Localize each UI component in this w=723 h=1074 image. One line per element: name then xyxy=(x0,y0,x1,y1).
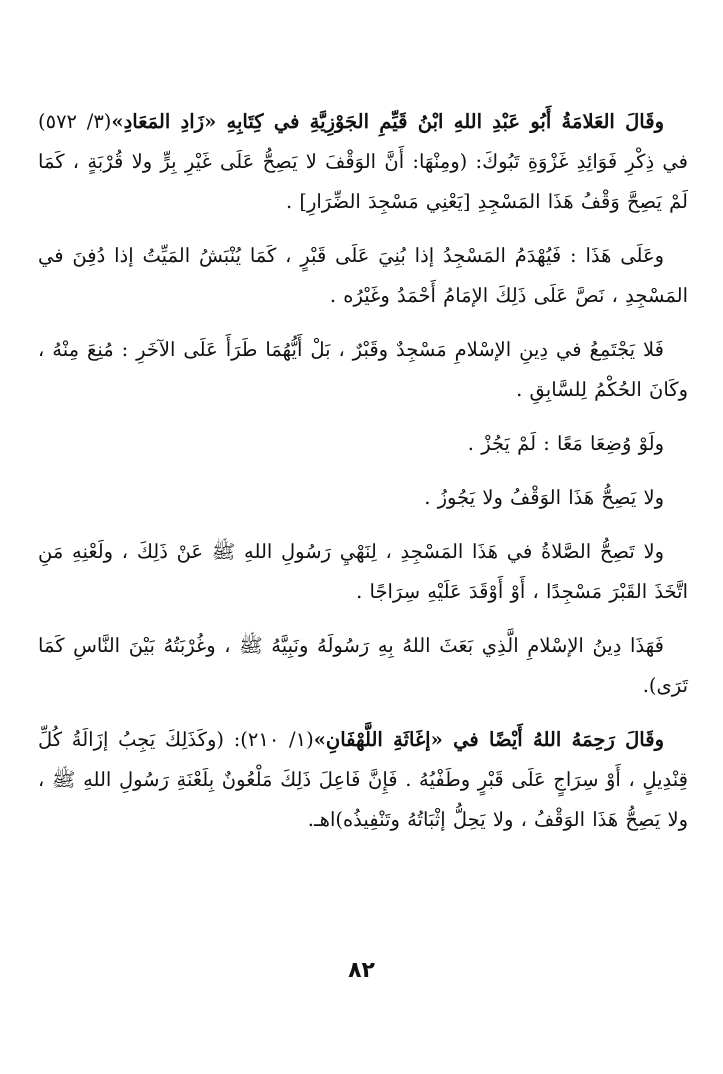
paragraph-demolish-mosque xyxy=(38,236,688,316)
page-number: ٨٢ xyxy=(348,958,375,983)
paragraph-mosque-and-grave xyxy=(38,330,688,410)
paragraph-endowment-invalid xyxy=(38,478,688,518)
paragraph-text: فَلا يَجْتَمِعُ في دِينِ الإسْلامِ مَسْجِدٌ وقَبْرٌ ، بَلْ أَيُّهُمَا طَرَأَ عَلَى الآخَرِ : مُنِعَ مِنْهُ ، وكَانَ الحُكْمُ لِلسَّابِقِ . xyxy=(38,338,688,401)
paragraph-lead: وقَالَ رَحِمَهُ اللهُ أَيْضًا في «إغَاثَةِ اللَّهْفَانِ» xyxy=(313,728,664,751)
paragraph-text: ولَوْ وُضِعَا مَعًا : لَمْ يَجُزْ . xyxy=(467,432,664,455)
paragraph-religion-of-islam xyxy=(38,626,688,706)
document-body xyxy=(38,102,688,854)
paragraph-ighathat-quote xyxy=(38,720,688,840)
paragraph-placed-together xyxy=(38,424,688,464)
paragraph-text: وعَلَى هَذَا : فَيُهْدَمُ المَسْجِدُ إذا بُنِيَ عَلَى قَبْرٍ ، كَمَا يُنْبَشُ المَيِّتُ إذا دُفِنَ في المَسْجِدِ ، نَصَّ عَلَى ذَلِكَ الإمَامُ أَحْمَدُ وغَيْرُه . xyxy=(38,244,688,307)
paragraph-prayer-invalid xyxy=(38,532,688,612)
paragraph-text: ولا تَصِحُّ الصَّلاةُ في هَذَا المَسْجِدِ ، لِنَهْيِ رَسُولِ اللهِ ﷺ عَنْ ذَلِكَ ، ولَعْنِهِ مَنِ اتَّخَذَ القَبْرَ مَسْجِدًا ، أَوْ أَوْقَدَ عَلَيْهِ سِرَاجًا . xyxy=(38,540,688,603)
paragraph-lead: وقَالَ العَلامَةُ أَبُو عَبْدِ اللهِ ابْنُ قَيِّمِ الجَوْزِيَّةِ في كِتَابِهِ «زَادِ المَعَادِ» xyxy=(111,110,664,133)
paragraph-text: فَهَذَا دِينُ الإسْلامِ الَّذِي بَعَثَ اللهُ بِهِ رَسُولَهُ ونَبِيَّهُ ﷺ ، وغُرْبَتُهُ بَيْنَ النَّاسِ كَمَا تَرَى). xyxy=(38,634,688,697)
paragraph-text: ولا يَصِحُّ هَذَا الوَقْفُ ولا يَجُوزُ . xyxy=(424,486,664,509)
paragraph-text: (٣/ ٥٧٢) في ذِكْرِ فَوَائِدِ غَزْوَةِ تَبُوكَ: (ومِنْهَا: أَنَّ الوَقْفَ لا يَصِحُّ عَلَى غَيْرِ بِرٍّ ولا قُرْبَةٍ ، كَمَا لَمْ يَصِحَّ وَقْفُ هَذَا المَسْجِدِ [يَعْنِي مَسْجِدَ الضِّرَارِ] . xyxy=(38,110,688,213)
paragraph-text: (١/ ٢١٠): (وكَذَلِكَ يَجِبُ إزَالَةُ كُلِّ قِنْدِيلٍ ، أَوْ سِرَاجٍ عَلَى قَبْرٍ وطَفْيُهُ . فَإِنَّ فَاعِلَ ذَلِكَ مَلْعُونٌ بِلَعْنَةِ رَسُولِ اللهِ ﷺ ، ولا يَصِحُّ هَذَا الوَقْفُ ، ولا يَحِلُّ إثْبَاتُهُ وتَنْفِيذُه)اهـ. xyxy=(38,728,688,831)
paragraph-zad-al-maad-quote xyxy=(38,102,688,222)
